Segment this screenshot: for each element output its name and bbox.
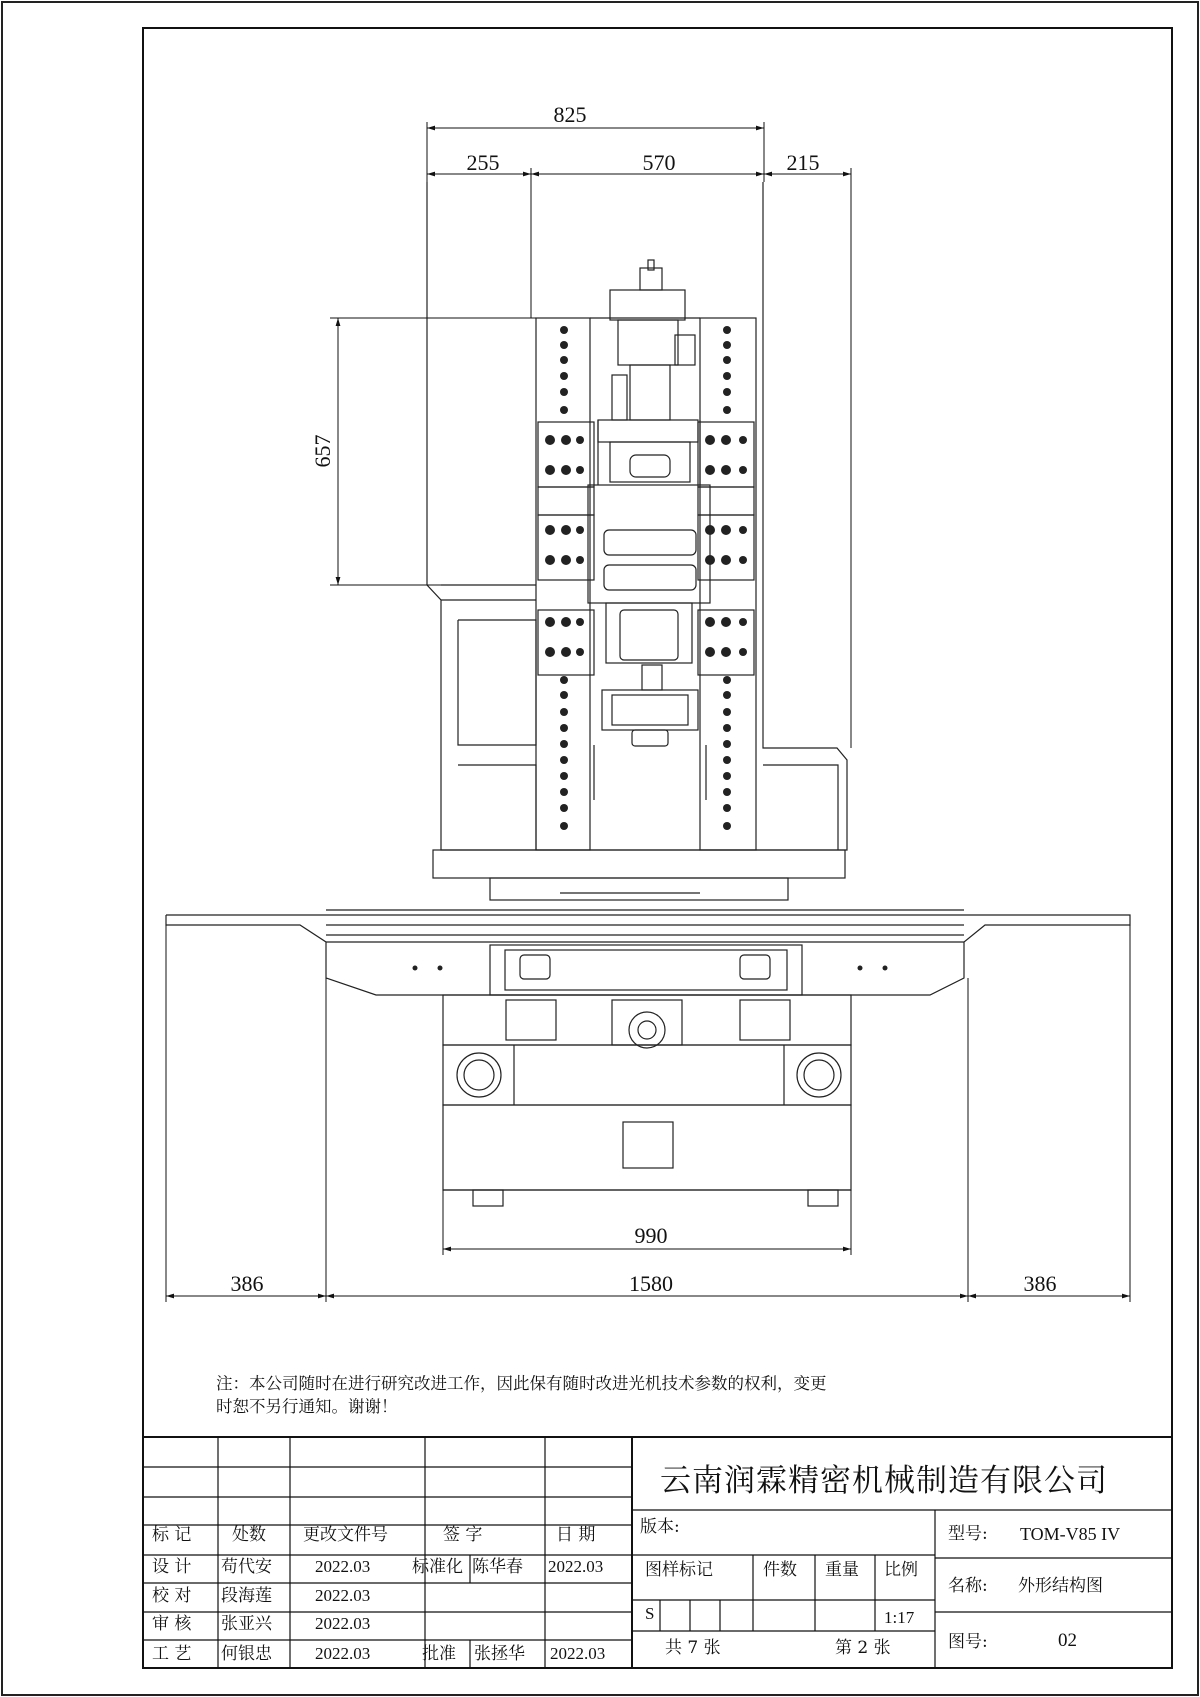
standardization-label: 标准化 xyxy=(412,1557,463,1577)
dim-990: 990 xyxy=(634,1223,668,1248)
name-label: 名称: xyxy=(948,1576,988,1596)
standardization-date: 2022.03 xyxy=(548,1557,604,1576)
company-name: 云南润霖精密机械制造有限公司 xyxy=(660,1463,1108,1499)
header-mark: 标 记 xyxy=(152,1525,192,1545)
block-bolts xyxy=(545,435,747,657)
dim-825: 825 xyxy=(553,102,587,127)
saddle xyxy=(433,850,845,878)
dim-386-left: 386 xyxy=(230,1271,264,1296)
row-role: 工 艺 xyxy=(152,1644,192,1664)
header-location: 处数 xyxy=(232,1525,266,1545)
dim-570: 570 xyxy=(642,150,676,175)
drawing-mark-label: 图样标记 xyxy=(645,1560,713,1580)
name-value: 外形结构图 xyxy=(1018,1576,1103,1596)
model-value: TOM-V85 IV xyxy=(1020,1524,1121,1544)
drawing-frame xyxy=(143,28,1172,1668)
sheet-border-outer xyxy=(2,2,1198,1695)
header-change-doc: 更改文件号 xyxy=(303,1525,388,1545)
machine-drawing xyxy=(166,182,1130,1206)
row-name: 苟代安 xyxy=(221,1557,272,1577)
version-label: 版本: xyxy=(640,1517,680,1537)
guide-holes xyxy=(560,326,731,830)
row-name: 张亚兴 xyxy=(221,1614,272,1634)
sheet-number: 第 2 张 xyxy=(835,1638,891,1658)
approval-name: 张拯华 xyxy=(474,1644,525,1664)
dim-657: 657 xyxy=(310,434,335,468)
total-sheets: 共 7 张 xyxy=(665,1638,721,1658)
row-role: 审 核 xyxy=(152,1614,192,1634)
weight-label: 重量 xyxy=(825,1560,859,1580)
drawing-mark-value: S xyxy=(645,1604,655,1623)
row-date: 2022.03 xyxy=(315,1557,371,1576)
row-date: 2022.03 xyxy=(315,1614,371,1633)
dim-215: 215 xyxy=(786,150,820,175)
row-date: 2022.03 xyxy=(315,1644,371,1663)
model-label: 型号: xyxy=(948,1524,988,1544)
spindle-head xyxy=(588,485,710,603)
row-name: 段海莲 xyxy=(221,1586,272,1606)
note-line-1: 注：本公司随时在进行研究改进工作，因此保有随时改进光机技术参数的权利，变更 xyxy=(216,1374,827,1393)
row-role: 设 计 xyxy=(152,1557,192,1577)
dim-1580: 1580 xyxy=(629,1271,673,1296)
scale-label: 比例 xyxy=(884,1560,918,1580)
standardization-name: 陈华春 xyxy=(472,1557,523,1577)
dim-255: 255 xyxy=(466,150,500,175)
approval-label: 批准 xyxy=(422,1644,456,1664)
dimension-lines xyxy=(166,122,1130,1302)
slide-blocks xyxy=(538,422,754,675)
machine-base-lower xyxy=(443,1105,851,1190)
worktable-guard xyxy=(166,915,1130,995)
dimension-labels xyxy=(231,102,1057,1296)
row-role: 校 对 xyxy=(152,1586,192,1606)
dim-386-right: 386 xyxy=(1023,1271,1057,1296)
row-date: 2022.03 xyxy=(315,1586,371,1605)
row-name: 何银忠 xyxy=(221,1644,272,1664)
header-signature: 签 字 xyxy=(443,1525,483,1545)
scale-value: 1:17 xyxy=(884,1608,915,1627)
note-line-2: 时恕不另行通知。谢谢！ xyxy=(216,1397,398,1416)
drawing-no-value: 02 xyxy=(1058,1630,1077,1651)
header-date: 日 期 xyxy=(556,1525,596,1545)
quantity-label: 件数 xyxy=(763,1560,797,1580)
approval-date: 2022.03 xyxy=(550,1644,606,1663)
revision-note xyxy=(216,1372,976,1418)
drawing-no-label: 图号: xyxy=(948,1632,988,1652)
machine-base-upper xyxy=(443,1045,851,1105)
